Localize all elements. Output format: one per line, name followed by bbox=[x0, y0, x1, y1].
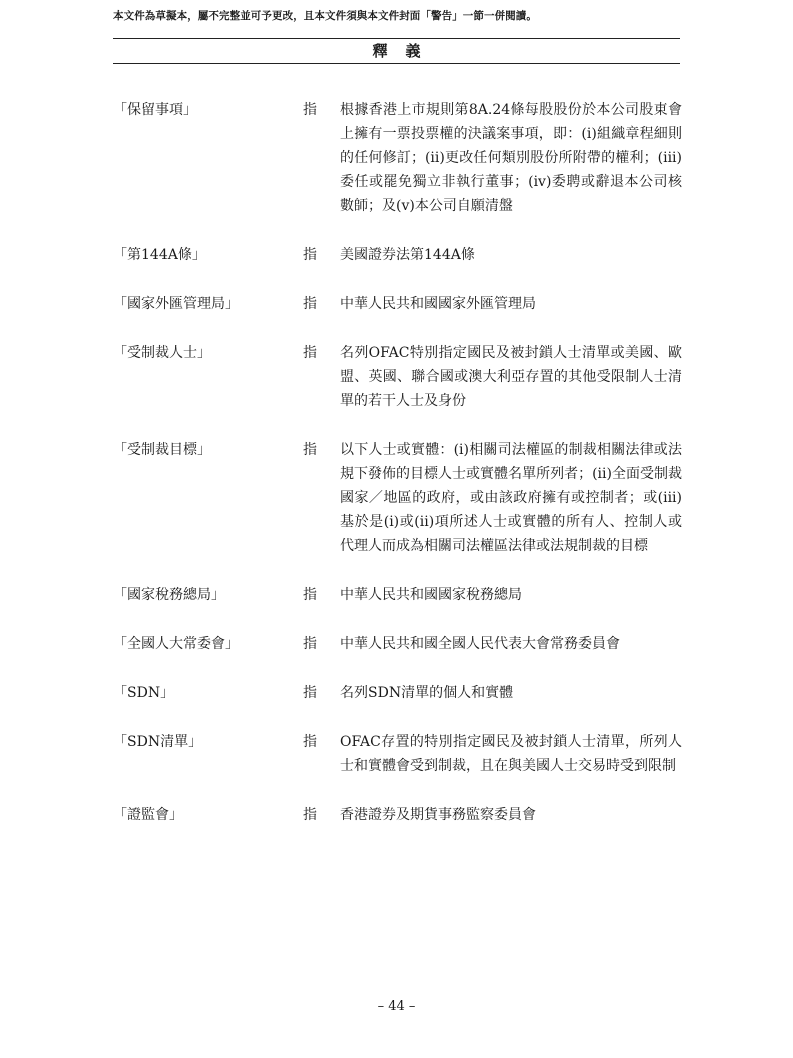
definition-term: 「SDN」 bbox=[113, 685, 175, 701]
definition-text: 中華人民共和國國家稅務總局 bbox=[340, 587, 522, 603]
definition-refers: 指 bbox=[303, 247, 317, 263]
definition-text: 名列SDN清單的個人和實體 bbox=[340, 685, 514, 701]
definition-text: 中華人民共和國全國人民代表大會常務委員會 bbox=[340, 636, 620, 652]
definition-refers: 指 bbox=[303, 102, 317, 118]
definition-term: 「保留事項」 bbox=[113, 102, 197, 118]
definition-term: 「全國人大常委會」 bbox=[113, 636, 239, 652]
definition-term: 「第144A條」 bbox=[113, 247, 206, 263]
definition-text: 以下人士或實體：(i)相關司法權區的制裁相關法律或法規下發佈的目標人士或實體名單所列者；(ii)全面受制裁國家／地區的政府，或由該政府擁有或控制者；或(iii)基於是(i)或(ii)項所述人士或實體的所有人、控制人或代理人而成為相關司法權區法律或法規制裁的目標 bbox=[340, 442, 682, 554]
definition-row bbox=[113, 341, 683, 413]
definition-refers: 指 bbox=[303, 296, 317, 312]
definition-refers: 指 bbox=[303, 734, 317, 750]
definition-term: 「受制裁目標」 bbox=[113, 442, 211, 458]
definition-text: 名列OFAC特別指定國民及被封鎖人士清單或美國、歐盟、英國、聯合國或澳大利亞存置的其他受限制人士清單的若干人士及身份 bbox=[340, 345, 682, 409]
page-number: – 44 – bbox=[377, 999, 416, 1014]
title-bottom-rule bbox=[113, 63, 680, 64]
definition-row bbox=[113, 583, 683, 607]
definition-text: 中華人民共和國國家外匯管理局 bbox=[340, 296, 536, 312]
definition-refers: 指 bbox=[303, 442, 317, 458]
definition-row bbox=[113, 632, 683, 656]
definition-refers: 指 bbox=[303, 587, 317, 603]
definition-term: 「國家稅務總局」 bbox=[113, 587, 225, 603]
definition-text: OFAC存置的特別指定國民及被封鎖人士清單，所列人士和實體會受到制裁，且在與美國人士交易時受到限制 bbox=[340, 734, 682, 774]
definition-term: 「國家外匯管理局」 bbox=[113, 296, 239, 312]
definition-row bbox=[113, 98, 683, 218]
draft-notice: 本文件為草擬本，屬不完整並可予更改，且本文件須與本文件封面「警告」一節一併閱讀。 bbox=[113, 10, 537, 22]
definition-row bbox=[113, 292, 683, 316]
definition-term: 「證監會」 bbox=[113, 807, 183, 823]
definition-text: 美國證券法第144A條 bbox=[340, 247, 475, 263]
definition-text: 根據香港上市規則第8A.24條每股股份於本公司股東會上擁有一票投票權的決議案事項，即：(i)組織章程細則的任何修訂；(ii)更改任何類別股份所附帶的權利；(iii)委任或罷免獨立非執行董事；(iv)委聘或辭退本公司核數師；及(v)本公司自願清盤 bbox=[340, 102, 682, 214]
definition-text: 香港證券及期貨事務監察委員會 bbox=[340, 807, 536, 823]
definitions-list bbox=[113, 98, 683, 852]
definition-row bbox=[113, 243, 683, 267]
definition-term: 「SDN清單」 bbox=[113, 734, 203, 750]
title-top-rule bbox=[113, 38, 680, 39]
section-title: 釋義 bbox=[372, 42, 439, 60]
definition-row bbox=[113, 803, 683, 827]
definition-term: 「受制裁人士」 bbox=[113, 345, 211, 361]
definition-row bbox=[113, 438, 683, 558]
definition-row bbox=[113, 730, 683, 778]
definition-refers: 指 bbox=[303, 807, 317, 823]
definition-refers: 指 bbox=[303, 685, 317, 701]
definition-refers: 指 bbox=[303, 345, 317, 361]
definition-row bbox=[113, 681, 683, 705]
definition-refers: 指 bbox=[303, 636, 317, 652]
